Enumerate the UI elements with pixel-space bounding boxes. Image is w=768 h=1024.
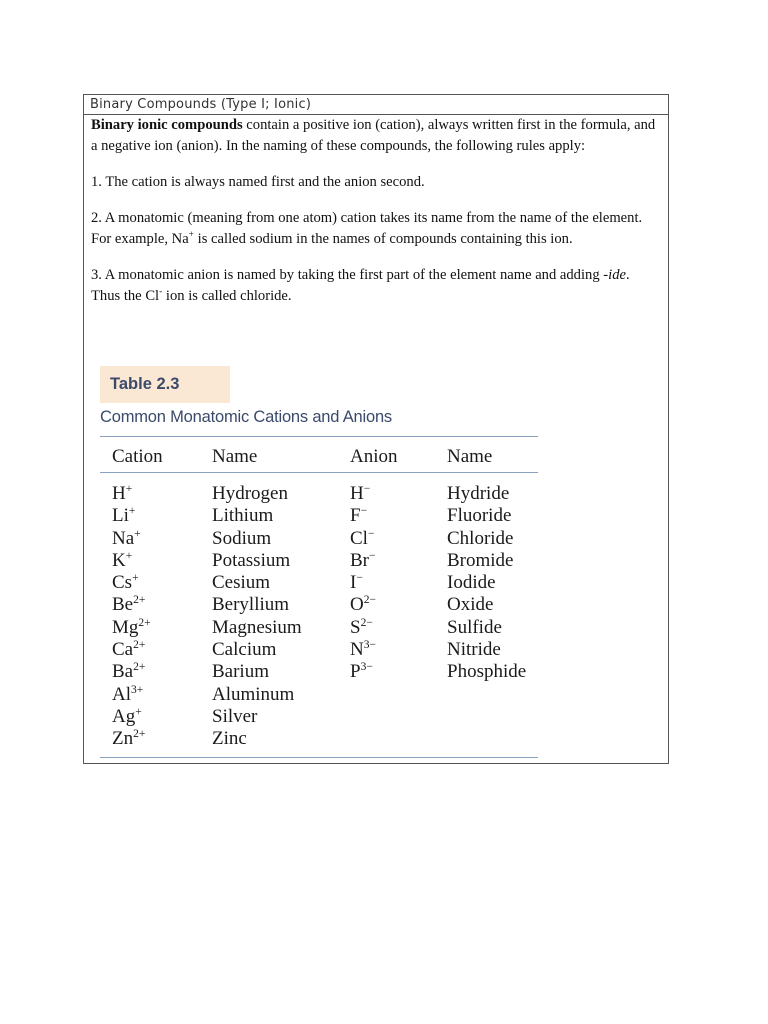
anion-cell-charge: − <box>367 527 375 540</box>
cation-name-cell: Sodium <box>212 527 272 549</box>
cation-cell-charge: 2+ <box>133 639 146 652</box>
table-row <box>100 594 538 616</box>
cation-name-cell: Beryllium <box>212 594 290 616</box>
anion-cell <box>350 639 376 661</box>
anion-cell-charge: − <box>363 483 371 495</box>
cation-cell-symbol: Ca <box>112 639 134 661</box>
cation-cell-symbol: Li <box>112 505 129 527</box>
table-header-row <box>100 442 538 472</box>
cation-name-cell: Aluminum <box>212 683 295 705</box>
cation-cell-symbol: H <box>112 483 126 504</box>
cation-cell-charge: 3+ <box>131 683 144 696</box>
rule-3-text-b: . Thus the Cl <box>91 267 630 304</box>
cation-cell <box>112 639 145 661</box>
cation-cell-symbol: Na <box>112 527 135 549</box>
anion-cell-symbol: S <box>350 616 361 638</box>
rule-3 <box>91 265 660 307</box>
cation-cell <box>112 572 139 594</box>
cation-cell-charge: + <box>125 483 133 495</box>
anion-cell-symbol: Br <box>350 549 369 571</box>
table-row <box>100 639 538 661</box>
cation-name-cell: Silver <box>212 705 258 727</box>
cation-cell <box>112 706 142 728</box>
anion-cell-charge: − <box>369 549 376 562</box>
table-row <box>100 728 538 750</box>
table-row <box>100 706 538 728</box>
table-row <box>100 617 538 639</box>
cation-cell-symbol: Ba <box>112 661 134 683</box>
anion-cell <box>350 528 374 550</box>
rule-2 <box>91 208 660 250</box>
table-bottom-rule <box>100 757 538 758</box>
rule-3-text-a: 3. A monatomic anion is named by taking the first part of the element name and adding <box>91 267 604 283</box>
cation-name-cell: Cesium <box>212 572 271 594</box>
rule-3-ide: -ide <box>603 267 626 283</box>
table-row <box>100 483 538 505</box>
anion-cell <box>350 505 367 527</box>
anion-cell <box>350 572 363 594</box>
cation-cell <box>112 594 145 616</box>
table-title: Common Monatomic Cations and Anions <box>100 408 392 426</box>
cation-cell-charge: + <box>134 527 141 540</box>
rule-2-text-b: is called sodium in the names of compounds containing this ion. <box>194 231 573 247</box>
cation-cell-charge: + <box>132 572 139 585</box>
anion-name-cell: Fluoride <box>447 505 512 527</box>
table-header-rule <box>100 472 538 473</box>
body-text <box>84 115 668 307</box>
table-row <box>100 572 538 594</box>
header-anion: Anion <box>350 446 398 467</box>
cation-name-cell: Calcium <box>212 639 277 661</box>
anion-cell-symbol: H <box>350 483 364 504</box>
cation-cell <box>112 483 132 505</box>
anion-cell-charge: 2− <box>363 594 376 607</box>
anion-cell <box>350 550 376 572</box>
cation-cell-symbol: Mg <box>112 616 139 638</box>
intro-bold-term: Binary ionic compounds <box>91 117 243 133</box>
header-cation: Cation <box>112 446 163 467</box>
cation-cell-symbol: K <box>112 549 126 571</box>
table-row <box>100 661 538 683</box>
anion-cell <box>350 661 373 683</box>
table-body <box>100 483 538 751</box>
anion-name-cell: Bromide <box>447 549 514 571</box>
anion-cell <box>350 594 376 616</box>
table-top-rule <box>100 436 538 437</box>
anion-cell-symbol: P <box>350 661 361 683</box>
header-anion-name: Name <box>447 446 493 467</box>
anion-cell-charge: 3− <box>363 639 376 652</box>
content-frame <box>83 94 669 764</box>
cation-cell <box>112 728 145 750</box>
anion-cell-symbol: I <box>350 572 357 594</box>
anion-name-cell: Sulfide <box>447 616 502 638</box>
anion-cell-symbol: O <box>350 594 364 616</box>
anion-name-cell: Chloride <box>447 527 514 549</box>
cation-name-cell: Potassium <box>212 549 291 571</box>
cation-cell-symbol: Zn <box>112 728 134 750</box>
rule-1: 1. The cation is always named first and the anion second. <box>91 174 425 190</box>
cation-name-cell: Zinc <box>212 728 247 750</box>
anion-cell <box>350 617 373 639</box>
cation-cell <box>112 684 143 706</box>
anion-name-cell: Oxide <box>447 594 494 616</box>
cation-cell-symbol: Cs <box>112 572 133 594</box>
header-cation-name: Name <box>212 446 258 467</box>
anion-cell-charge: − <box>360 505 368 518</box>
cation-cell <box>112 661 145 683</box>
cation-cell-charge: 2+ <box>133 728 146 741</box>
cation-cell-symbol: Be <box>112 594 134 616</box>
table-row <box>100 684 538 706</box>
intro-text: contain a positive ion (cation), always written first in the formula, and a negative ion (anion). In the naming of these compounds, the following rules apply: <box>91 117 656 154</box>
cation-cell <box>112 505 135 527</box>
cation-cell-charge: 2+ <box>138 616 151 629</box>
cation-cell <box>112 528 141 550</box>
intro-paragraph <box>91 115 660 157</box>
anion-cell <box>350 483 370 505</box>
table-number-tag: Table 2.3 <box>100 366 230 403</box>
cation-name-cell: Lithium <box>212 505 274 527</box>
cation-cell-charge: 2+ <box>133 661 146 674</box>
cation-cell-charge: + <box>128 505 136 518</box>
rule-2-superscript: + <box>188 230 195 240</box>
cation-name-cell: Magnesium <box>212 616 302 638</box>
cation-cell-charge: 2+ <box>133 594 146 607</box>
cation-cell-symbol: Ag <box>112 705 136 727</box>
table-row <box>100 528 538 550</box>
section-header: Binary Compounds (Type I; Ionic) <box>84 95 668 115</box>
rule-2-text-a: 2. A monatomic (meaning from one atom) cation takes its name from the name of the element. For example, Na <box>91 210 643 247</box>
anion-name-cell: Iodide <box>447 572 496 594</box>
cation-cell-charge: + <box>125 549 133 562</box>
cation-cell-charge: + <box>135 705 142 718</box>
anion-cell-symbol: Cl <box>350 527 368 549</box>
anion-cell-charge: 2− <box>360 616 373 629</box>
cation-cell <box>112 550 132 572</box>
table-row <box>100 550 538 572</box>
anion-cell-symbol: N <box>350 639 364 661</box>
anion-cell-symbol: F <box>350 505 361 527</box>
anion-cell-charge: − <box>356 572 363 585</box>
anion-name-cell: Phosphide <box>447 661 527 683</box>
anion-name-cell: Hydride <box>447 483 510 504</box>
anion-cell-charge: 3− <box>360 661 373 674</box>
rule-3-superscript: - <box>159 287 163 297</box>
anion-name-cell: Nitride <box>447 639 501 661</box>
cation-name-cell: Hydrogen <box>212 483 288 504</box>
cation-cell <box>112 617 151 639</box>
table-row <box>100 505 538 527</box>
rule-3-text-c: ion is called chloride. <box>162 288 292 304</box>
cation-cell-symbol: Al <box>112 683 131 705</box>
cation-name-cell: Barium <box>212 661 269 683</box>
